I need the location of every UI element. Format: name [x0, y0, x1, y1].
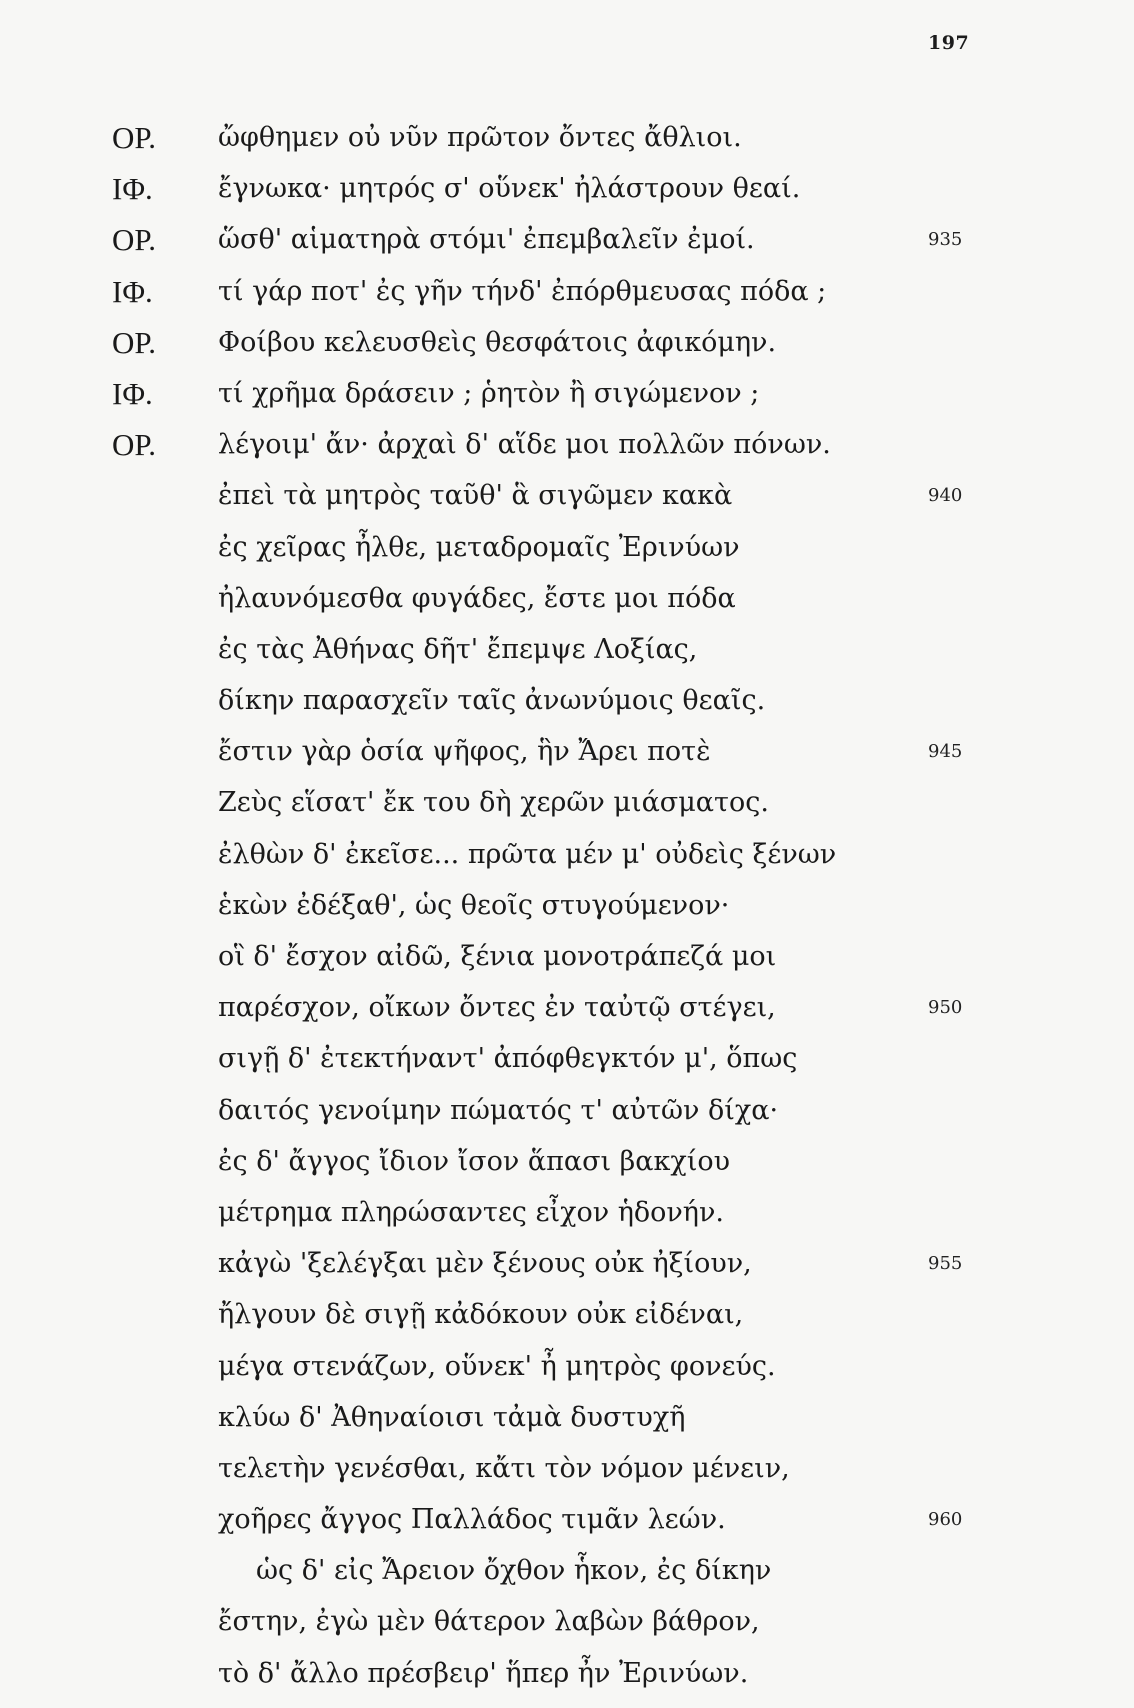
- verse-text: μέγα στενάζων, οὕνεκ' ἦ μητρὸς φονεύς.: [218, 1350, 776, 1382]
- verse-text: τελετὴν γενέσθαι, κἄτι τὸν νόμον μένειν,: [218, 1452, 790, 1484]
- verse-text: παρέσχον, οἴκων ὄντες ἐν ταὐτῷ στέγει,: [218, 992, 776, 1024]
- verse-line: [0, 1605, 1134, 1656]
- verse-text: μέτρημα πληρώσαντες εἶχον ἡδονήν.: [218, 1196, 724, 1228]
- verse-line: [0, 531, 1134, 582]
- verse-text: δαιτός γενοίμην πώματός τ' αὐτῶν δίχα·: [218, 1094, 779, 1126]
- verse-text: ὡς δ' εἰς Ἄρειον ὄχθον ἧκον, ἐς δίκην: [256, 1555, 772, 1587]
- verse-line: [0, 1094, 1134, 1145]
- line-number: 960: [928, 1509, 963, 1531]
- verse-line: [0, 889, 1134, 940]
- verse-text: χοῆρες ἄγγος Παλλάδος τιμᾶν λεών.: [218, 1504, 726, 1536]
- verse-text: κλύω δ' Ἀθηναίοισι τἀμὰ δυστυχῆ: [218, 1401, 686, 1433]
- line-number: 955: [928, 1253, 963, 1275]
- verse-line: [0, 1401, 1134, 1452]
- speaker-label: ΙΦ.: [112, 273, 153, 309]
- verse-text: ἠλαυνόμεσθα φυγάδες, ἔστε μοι πόδα: [218, 582, 736, 614]
- verse-line: [0, 786, 1134, 837]
- verse-line: [0, 1247, 1134, 1298]
- verse-line: [0, 1503, 1134, 1554]
- verse-text: ἔγνωκα· μητρός σ' οὕνεκ' ἠλάστρουν θεαί.: [218, 173, 801, 205]
- speaker-label: ΟΡ.: [112, 222, 156, 258]
- verse-line: [0, 1350, 1134, 1401]
- speaker-label: ΙΦ.: [112, 375, 153, 411]
- verse-text: κἀγὼ 'ξελέγξαι μὲν ξένους οὐκ ἠξίουν,: [218, 1248, 752, 1280]
- verse-line: [0, 275, 1134, 326]
- speaker-label: ΙΦ.: [112, 171, 153, 207]
- speaker-label: ΟΡ.: [112, 324, 156, 360]
- verse-line: [0, 121, 1134, 172]
- verse-line: [0, 1657, 1134, 1708]
- verse-text: τὸ δ' ἄλλο πρέσβειρ' ἥπερ ἦν Ἐρινύων.: [218, 1657, 749, 1689]
- line-number: 935: [928, 229, 963, 251]
- verse-text: Ζεὺς εἵσατ' ἔκ του δὴ χερῶν μιάσματος.: [218, 787, 769, 819]
- verse-line: [0, 991, 1134, 1042]
- speaker-label: ΟΡ.: [112, 120, 156, 155]
- page-number: 197: [928, 32, 970, 54]
- verse-text: ὥσθ' αἱματηρὰ στόμι' ἐπεμβαλεῖν ἐμοί.: [218, 224, 755, 256]
- verse-text: ἐς τὰς Ἀθήνας δῆτ' ἔπεμψε Λοξίας,: [218, 633, 698, 665]
- verse-line: [0, 838, 1134, 889]
- verse-text: δίκην παρασχεῖν ταῖς ἀνωνύμοις θεαῖς.: [218, 685, 766, 717]
- verse-line: [0, 377, 1134, 428]
- verse-line: [0, 1145, 1134, 1196]
- verse-text: τί χρῆμα δράσειν ; ῥητὸν ἢ σιγώμενον ;: [218, 377, 760, 409]
- verse-text: ἤλγουν δὲ σιγῇ κἀδόκουν οὐκ εἰδέναι,: [218, 1299, 744, 1331]
- verse-line: [0, 940, 1134, 991]
- verse-text: οἳ δ' ἔσχον αἰδῶ, ξένια μονοτράπεζά μοι: [218, 941, 777, 972]
- verse-text-block: [0, 121, 1134, 1708]
- verse-line: [0, 1196, 1134, 1247]
- verse-text: ἐς δ' ἄγγος ἴδιον ἴσον ἅπασι βακχίου: [218, 1145, 731, 1177]
- verse-line: [0, 479, 1134, 530]
- verse-text: τί γάρ ποτ' ἐς γῆν τήνδ' ἐπόρθμευσας πόδα ;: [218, 275, 827, 307]
- verse-line: [0, 735, 1134, 786]
- verse-text: ἔστην, ἐγὼ μὲν θάτερον λαβὼν βάθρον,: [218, 1606, 760, 1638]
- speaker-label: ΟΡ.: [112, 427, 156, 463]
- verse-line: [0, 1298, 1134, 1349]
- verse-line: [0, 1042, 1134, 1093]
- verse-text: σιγῇ δ' ἐτεκτήναντ' ἀπόφθεγκτόν μ', ὅπως: [218, 1043, 798, 1075]
- verse-line: [0, 582, 1134, 633]
- verse-line: [0, 428, 1134, 479]
- line-number: 950: [928, 997, 963, 1019]
- verse-line: [0, 223, 1134, 274]
- verse-line: [0, 172, 1134, 223]
- verse-text: ὤφθημεν οὐ νῦν πρῶτον ὄντες ἄθλιοι.: [218, 122, 742, 153]
- verse-text: λέγοιμ' ἄν· ἀρχαὶ δ' αἵδε μοι πολλῶν πόνων.: [218, 429, 831, 461]
- line-number: 945: [928, 741, 963, 763]
- verse-line: [0, 633, 1134, 684]
- verse-text: ἐλθὼν δ' ἐκεῖσε... πρῶτα μέν μ' οὐδεὶς ξένων: [218, 838, 837, 870]
- verse-text: ἑκὼν ἐδέξαθ', ὡς θεοῖς στυγούμενον·: [218, 889, 730, 921]
- verse-line: [0, 1554, 1134, 1605]
- verse-text: ἔστιν γὰρ ὁσία ψῆφος, ἣν Ἄρει ποτὲ: [218, 736, 711, 768]
- verse-line: [0, 326, 1134, 377]
- line-number: 940: [928, 485, 963, 507]
- verse-text: ἐπεὶ τὰ μητρὸς ταῦθ' ἃ σιγῶμεν κακὰ: [218, 480, 733, 512]
- verse-line: [0, 1452, 1134, 1503]
- verse-line: [0, 684, 1134, 735]
- verse-text: ἐς χεῖρας ἦλθε, μεταδρομαῖς Ἐρινύων: [218, 531, 740, 563]
- verse-text: Φοίβου κελευσθεὶς θεσφάτοις ἀφικόμην.: [218, 326, 777, 358]
